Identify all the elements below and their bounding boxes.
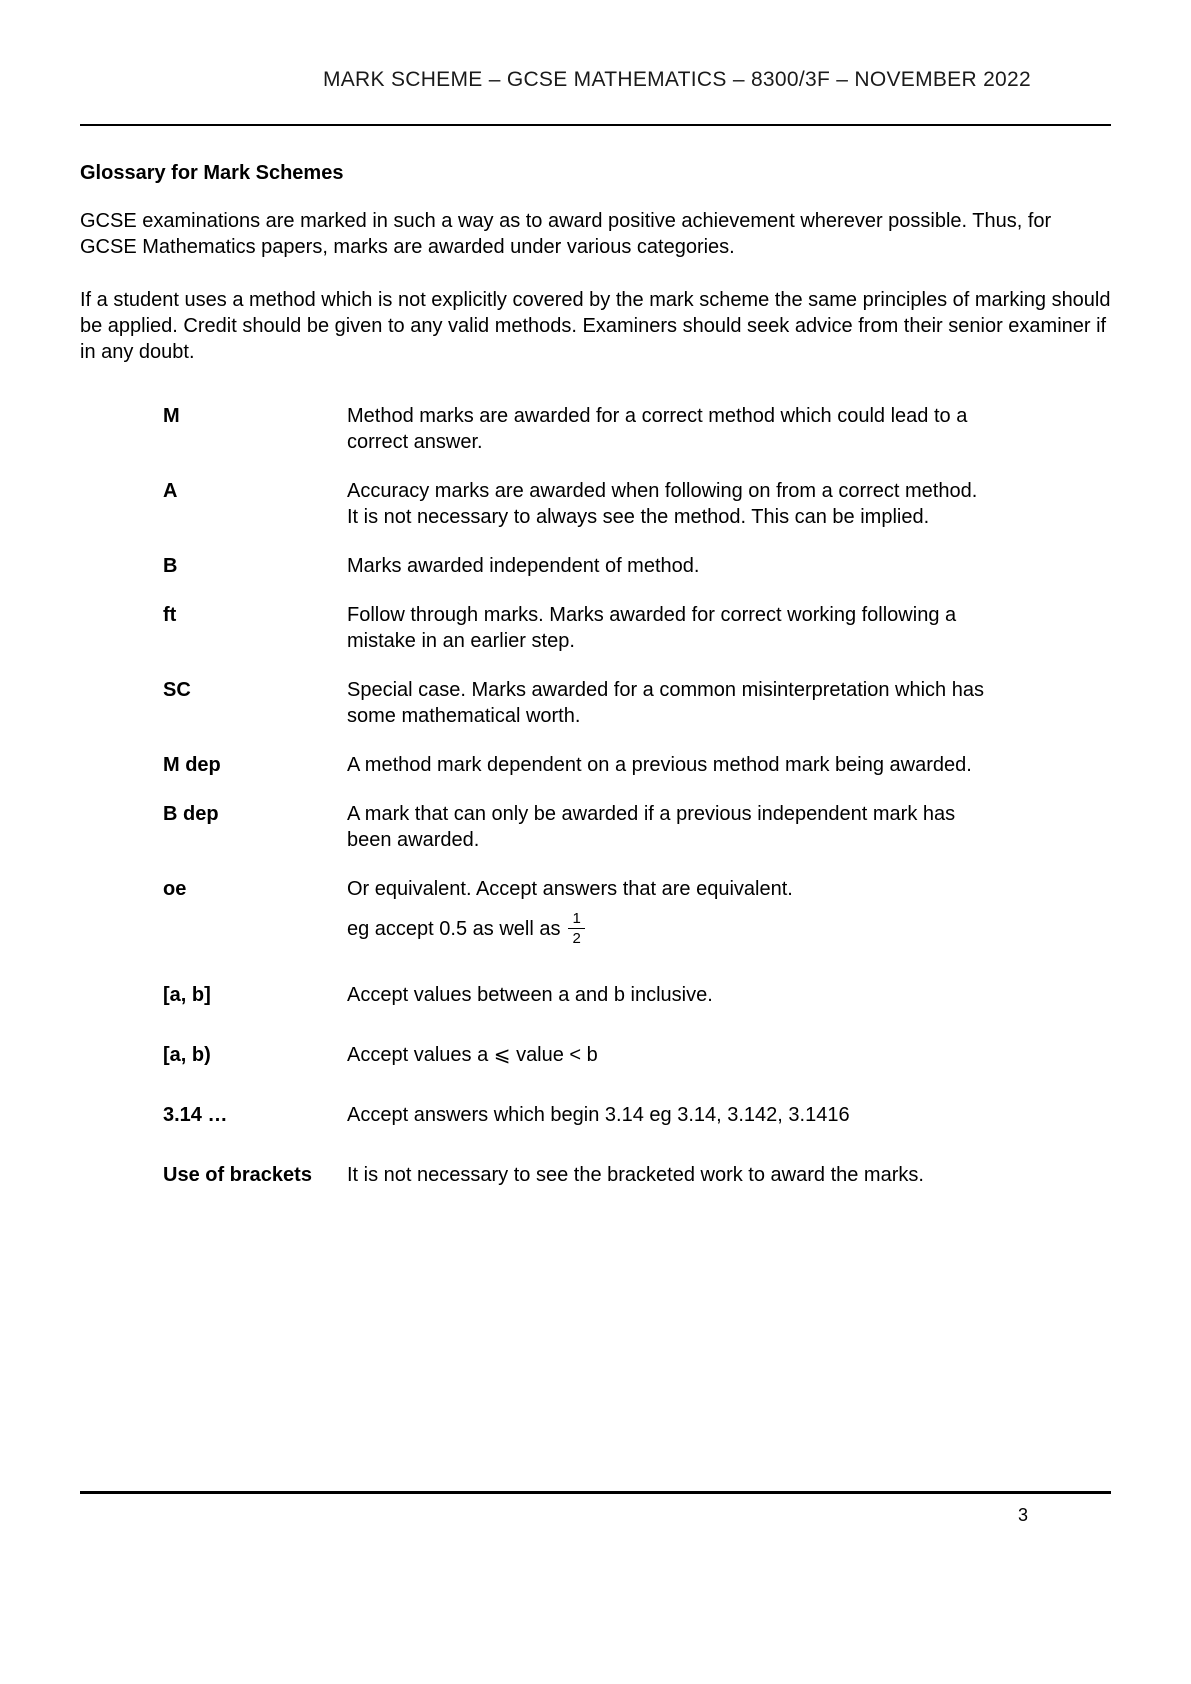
glossary-term: oe bbox=[163, 878, 187, 900]
footer-divider bbox=[80, 1491, 1111, 1494]
glossary-term: SC bbox=[163, 679, 191, 701]
page-title: Glossary for Mark Schemes bbox=[80, 162, 344, 184]
header-divider bbox=[80, 124, 1111, 126]
glossary-definition: Special case. Marks awarded for a common misinterpretation which has some mathematical worth. bbox=[347, 679, 984, 727]
glossary-row bbox=[163, 677, 1111, 729]
glossary-term: A bbox=[163, 480, 178, 502]
glossary-definition: Marks awarded independent of method. bbox=[347, 555, 700, 577]
glossary-row bbox=[163, 553, 1111, 579]
glossary-definition bbox=[347, 876, 987, 948]
glossary-definition: It is not necessary to see the bracketed work to award the marks. bbox=[347, 1163, 924, 1186]
intro-paragraph-1: GCSE examinations are marked in such a way as to award positive achievement wherever possible. Thus, for GCSE Mathematics papers, marks are awarded under various categories. bbox=[80, 210, 1052, 258]
glossary-row bbox=[163, 1102, 1111, 1128]
glossary-example-text: eg accept 0.5 as well as bbox=[347, 917, 561, 940]
glossary-row bbox=[163, 1162, 1111, 1188]
glossary-row bbox=[163, 478, 1111, 530]
glossary-term: ft bbox=[163, 604, 177, 626]
glossary-term: B dep bbox=[163, 803, 219, 825]
glossary-term: Use of brackets bbox=[163, 1163, 312, 1186]
glossary-definition: A method mark dependent on a previous method mark being awarded. bbox=[347, 754, 972, 776]
glossary-row bbox=[163, 801, 1111, 853]
glossary-term: [a, b) bbox=[163, 1043, 211, 1066]
glossary-definition: Method marks are awarded for a correct method which could lead to a correct answer. bbox=[347, 405, 968, 453]
glossary-term: B bbox=[163, 555, 178, 577]
glossary-definition: A mark that can only be awarded if a previous independent mark has been awarded. bbox=[347, 803, 956, 851]
glossary-term: M bbox=[163, 405, 180, 427]
glossary-term: 3.14 … bbox=[163, 1103, 228, 1126]
glossary-term: M dep bbox=[163, 754, 221, 776]
fraction-numerator: 1 bbox=[568, 910, 584, 929]
page-header: MARK SCHEME – GCSE MATHEMATICS – 8300/3F – NOVEMBER 2022 bbox=[322, 68, 1031, 91]
glossary-definition: Accept answers which begin 3.14 eg 3.14, 3.142, 3.1416 bbox=[347, 1103, 850, 1126]
document-body bbox=[80, 160, 1111, 1222]
glossary-row bbox=[163, 752, 1111, 778]
glossary-example bbox=[347, 910, 987, 948]
glossary-row bbox=[163, 982, 1111, 1008]
glossary-term: [a, b] bbox=[163, 983, 211, 1006]
fraction-denominator: 2 bbox=[572, 930, 581, 948]
glossary-row bbox=[163, 403, 1111, 455]
glossary-row bbox=[163, 602, 1111, 654]
intro-paragraph-2: If a student uses a method which is not explicitly covered by the mark scheme the same principles of marking should be applied. Credit should be given to any valid methods. Examiners should seek advice from their senior examiner if in any doubt. bbox=[80, 289, 1111, 363]
glossary-definition-text: Or equivalent. Accept answers that are equivalent. bbox=[347, 878, 793, 900]
glossary-list bbox=[163, 403, 1111, 1188]
glossary-row bbox=[163, 876, 1111, 948]
page-number: 3 bbox=[1017, 1505, 1028, 1525]
glossary-definition: Accuracy marks are awarded when following on from a correct method. It is not necessary to always see the method. This can be implied. bbox=[347, 480, 978, 528]
fraction-one-half bbox=[568, 910, 584, 948]
glossary-definition: Accept values a ⩽ value < b bbox=[347, 1043, 598, 1066]
glossary-definition: Follow through marks. Marks awarded for correct working following a mistake in an earlier step. bbox=[347, 604, 957, 652]
glossary-row bbox=[163, 1042, 1111, 1068]
glossary-definition: Accept values between a and b inclusive. bbox=[347, 983, 713, 1006]
